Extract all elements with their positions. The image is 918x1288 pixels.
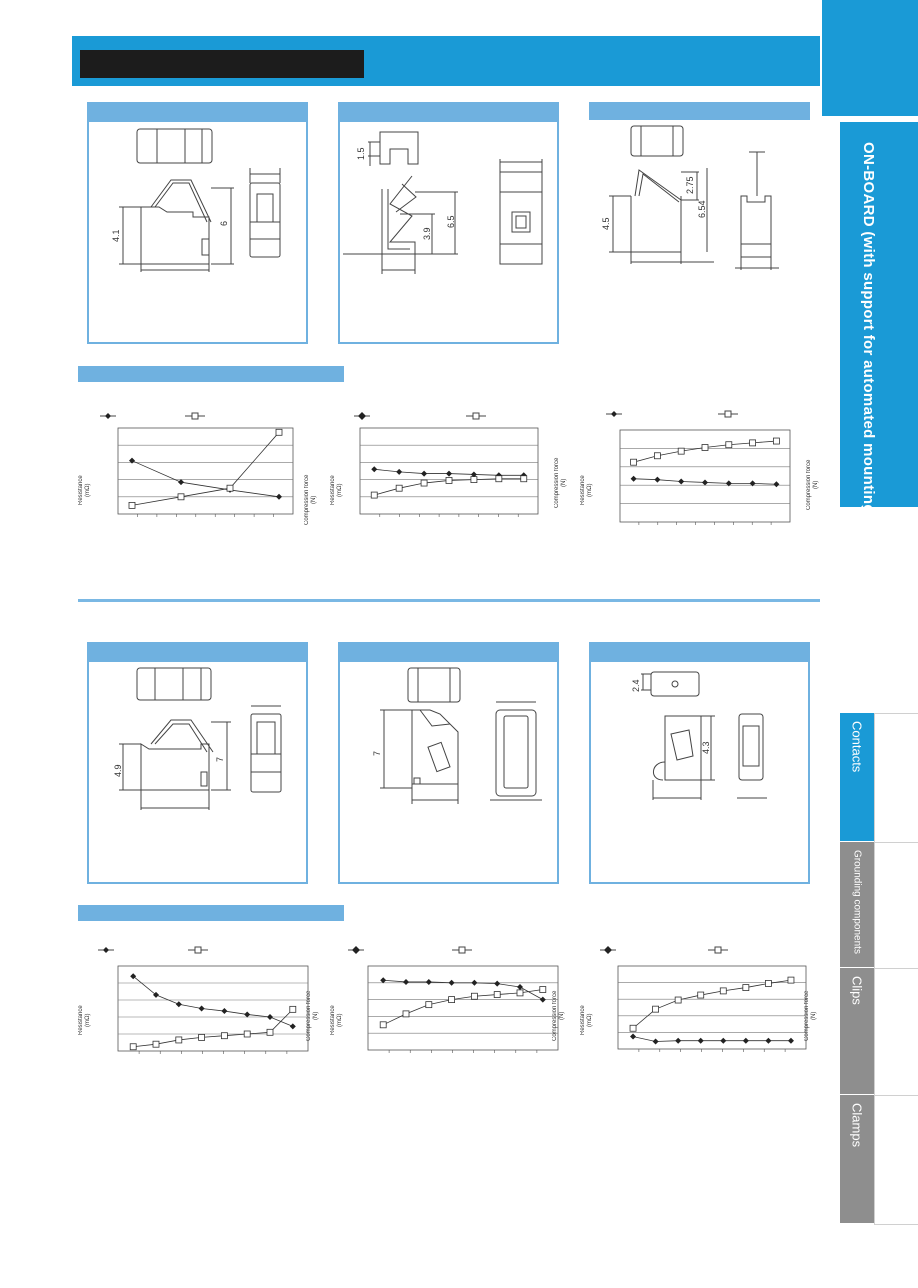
data-point-diamond bbox=[517, 984, 523, 990]
dim-label: 3.9 bbox=[422, 227, 432, 240]
tab-clamps[interactable] bbox=[840, 1095, 874, 1223]
tab-grounding-side bbox=[874, 842, 918, 968]
data-point-square bbox=[276, 429, 282, 435]
chart-6 bbox=[580, 940, 830, 1075]
dim-label: 2.4 bbox=[631, 679, 641, 692]
data-point-square bbox=[743, 985, 749, 991]
data-point-square bbox=[698, 992, 704, 998]
data-point-diamond bbox=[371, 466, 377, 472]
data-point-square bbox=[129, 502, 135, 508]
contact-drawing-2 bbox=[340, 104, 561, 346]
dim-label: 7 bbox=[372, 750, 382, 756]
data-point-square bbox=[403, 1011, 409, 1017]
drawing-panel-5 bbox=[338, 642, 559, 884]
data-point-square bbox=[654, 453, 660, 459]
corner-tab bbox=[822, 0, 918, 116]
data-point-diamond bbox=[675, 1038, 681, 1044]
data-point-diamond bbox=[403, 979, 409, 985]
data-point-square bbox=[653, 1006, 659, 1012]
chart-3 bbox=[580, 405, 830, 540]
chart-plot-5 bbox=[330, 940, 580, 1075]
tab-contacts-side bbox=[874, 713, 918, 842]
dim-label: 4.1 bbox=[111, 229, 121, 242]
data-point-diamond bbox=[773, 481, 779, 487]
data-point-square bbox=[630, 1025, 636, 1031]
data-point-diamond bbox=[129, 458, 135, 464]
data-point-diamond bbox=[702, 479, 708, 485]
data-point-square bbox=[678, 448, 684, 454]
data-point-diamond bbox=[290, 1023, 296, 1029]
data-point-square bbox=[244, 1031, 250, 1037]
contact-drawing-5 bbox=[340, 644, 561, 886]
data-point-square bbox=[426, 1002, 432, 1008]
data-point-diamond bbox=[678, 479, 684, 485]
data-point-square bbox=[750, 440, 756, 446]
drawing-panel-2 bbox=[338, 102, 559, 344]
drawing-panel-3 bbox=[589, 102, 810, 344]
data-point-diamond bbox=[421, 471, 427, 477]
dim-label: 2.75 bbox=[685, 176, 695, 194]
data-point-diamond bbox=[788, 1038, 794, 1044]
tab-grounding-components-label: Grounding components bbox=[851, 850, 863, 954]
tab-clamps-side bbox=[874, 1095, 918, 1225]
data-point-square bbox=[726, 442, 732, 448]
sidebar-category-label: ON-BOARD (with support for automated mounting) bbox=[860, 142, 877, 520]
characteristics-bar-1 bbox=[78, 366, 344, 382]
data-point-diamond bbox=[653, 1039, 659, 1045]
data-point-diamond bbox=[199, 1006, 205, 1012]
chart-plot-4 bbox=[80, 940, 330, 1075]
data-point-square bbox=[720, 988, 726, 994]
series-line-square bbox=[132, 432, 279, 505]
data-point-square bbox=[178, 494, 184, 500]
dim-label: 6.54 bbox=[697, 200, 707, 218]
data-point-diamond bbox=[631, 476, 637, 482]
data-point-diamond bbox=[446, 471, 452, 477]
data-point-square bbox=[765, 980, 771, 986]
tab-clips-label: Clips bbox=[849, 976, 865, 1005]
data-point-square bbox=[153, 1041, 159, 1047]
chart-plot-1 bbox=[80, 405, 330, 540]
data-point-square bbox=[540, 987, 546, 993]
data-point-diamond bbox=[178, 479, 184, 485]
force-axis-label: Compression force (N) bbox=[554, 457, 567, 509]
tab-contacts-label: Contacts bbox=[849, 721, 865, 773]
dim-label: 7 bbox=[215, 756, 225, 762]
data-point-square bbox=[221, 1033, 227, 1039]
plot-frame bbox=[118, 428, 293, 514]
characteristics-bar-2 bbox=[78, 905, 344, 921]
data-point-square bbox=[496, 476, 502, 482]
plot-frame bbox=[618, 966, 806, 1049]
tab-clips[interactable] bbox=[840, 968, 874, 1094]
data-point-diamond bbox=[426, 979, 432, 985]
force-axis-label: Compression force (N) bbox=[304, 474, 317, 526]
data-point-square bbox=[290, 1006, 296, 1012]
data-point-square bbox=[521, 476, 527, 482]
data-point-diamond bbox=[743, 1038, 749, 1044]
tab-contacts[interactable] bbox=[840, 713, 874, 841]
series-line-square bbox=[633, 980, 791, 1028]
data-point-square bbox=[773, 438, 779, 444]
data-point-square bbox=[517, 990, 523, 996]
dim-label: 4.5 bbox=[601, 217, 611, 230]
data-point-diamond bbox=[540, 997, 546, 1003]
data-point-diamond bbox=[494, 981, 500, 987]
plot-frame bbox=[620, 430, 790, 522]
data-point-diamond bbox=[380, 977, 386, 983]
data-point-square bbox=[449, 997, 455, 1003]
contact-drawing-6 bbox=[591, 644, 812, 886]
data-point-diamond bbox=[471, 980, 477, 986]
data-point-diamond bbox=[630, 1034, 636, 1040]
resistance-axis-label: Resistance (mΩ) bbox=[78, 1005, 91, 1035]
data-point-square bbox=[227, 485, 233, 491]
contact-drawing-3 bbox=[589, 102, 810, 344]
resistance-axis-label: Resistance (mΩ) bbox=[580, 475, 593, 505]
data-point-square bbox=[380, 1022, 386, 1028]
chart-plot-2 bbox=[330, 405, 580, 540]
dim-label: 4.9 bbox=[113, 764, 123, 777]
data-point-square bbox=[631, 459, 637, 465]
data-point-diamond bbox=[244, 1011, 250, 1017]
tab-clips-side bbox=[874, 968, 918, 1095]
data-point-diamond bbox=[720, 1038, 726, 1044]
drawing-panel-6 bbox=[589, 642, 810, 884]
resistance-axis-label: Resistance (mΩ) bbox=[580, 1005, 593, 1035]
force-axis-label: Compression force (N) bbox=[552, 990, 565, 1042]
resistance-axis-label: Resistance (mΩ) bbox=[330, 475, 343, 505]
tab-grounding-components[interactable] bbox=[840, 842, 874, 967]
data-point-diamond bbox=[698, 1038, 704, 1044]
series-line-diamond bbox=[132, 461, 279, 497]
dim-label: 1.5 bbox=[356, 147, 366, 160]
force-axis-label: Compression force (N) bbox=[306, 990, 319, 1042]
dim-label: 4.3 bbox=[701, 741, 711, 754]
data-point-diamond bbox=[449, 980, 455, 986]
chart-5 bbox=[330, 940, 580, 1075]
data-point-square bbox=[396, 485, 402, 491]
data-point-square bbox=[446, 477, 452, 483]
chart-plot-6 bbox=[580, 940, 830, 1075]
data-point-square bbox=[494, 992, 500, 998]
resistance-axis-label: Resistance (mΩ) bbox=[330, 1005, 343, 1035]
data-point-square bbox=[702, 444, 708, 450]
contact-drawing-4 bbox=[89, 644, 310, 886]
sidebar-category bbox=[840, 122, 918, 507]
chart-4 bbox=[80, 940, 330, 1075]
drawing-panel-4 bbox=[87, 642, 308, 884]
data-point-square bbox=[371, 492, 377, 498]
drawing-panel-1 bbox=[87, 102, 308, 344]
data-point-square bbox=[130, 1044, 136, 1050]
plot-frame bbox=[368, 966, 558, 1050]
plot-frame bbox=[118, 966, 308, 1051]
dim-label: 6 bbox=[219, 220, 229, 226]
data-point-diamond bbox=[654, 477, 660, 483]
data-point-square bbox=[421, 480, 427, 486]
force-axis-label: Compression force (N) bbox=[804, 990, 817, 1042]
data-point-square bbox=[675, 997, 681, 1003]
section-divider bbox=[78, 599, 820, 602]
chart-2 bbox=[330, 405, 580, 540]
data-point-square bbox=[176, 1037, 182, 1043]
data-point-square bbox=[471, 993, 477, 999]
data-point-diamond bbox=[276, 494, 282, 500]
data-point-square bbox=[471, 477, 477, 483]
chart-1 bbox=[80, 405, 330, 540]
tab-clamps-label: Clamps bbox=[849, 1103, 865, 1148]
data-point-diamond bbox=[396, 469, 402, 475]
contact-drawing-1 bbox=[89, 104, 310, 346]
resistance-axis-label: Resistance (mΩ) bbox=[78, 475, 91, 505]
data-point-square bbox=[267, 1029, 273, 1035]
data-point-square bbox=[788, 977, 794, 983]
data-point-diamond bbox=[176, 1001, 182, 1007]
dim-label: 6.5 bbox=[446, 215, 456, 228]
header-title-bar bbox=[80, 50, 364, 78]
force-axis-label: Compression force (N) bbox=[806, 459, 819, 511]
data-point-diamond bbox=[765, 1038, 771, 1044]
chart-plot-3 bbox=[580, 405, 830, 540]
data-point-square bbox=[199, 1034, 205, 1040]
data-point-diamond bbox=[221, 1008, 227, 1014]
data-point-diamond bbox=[267, 1014, 273, 1020]
